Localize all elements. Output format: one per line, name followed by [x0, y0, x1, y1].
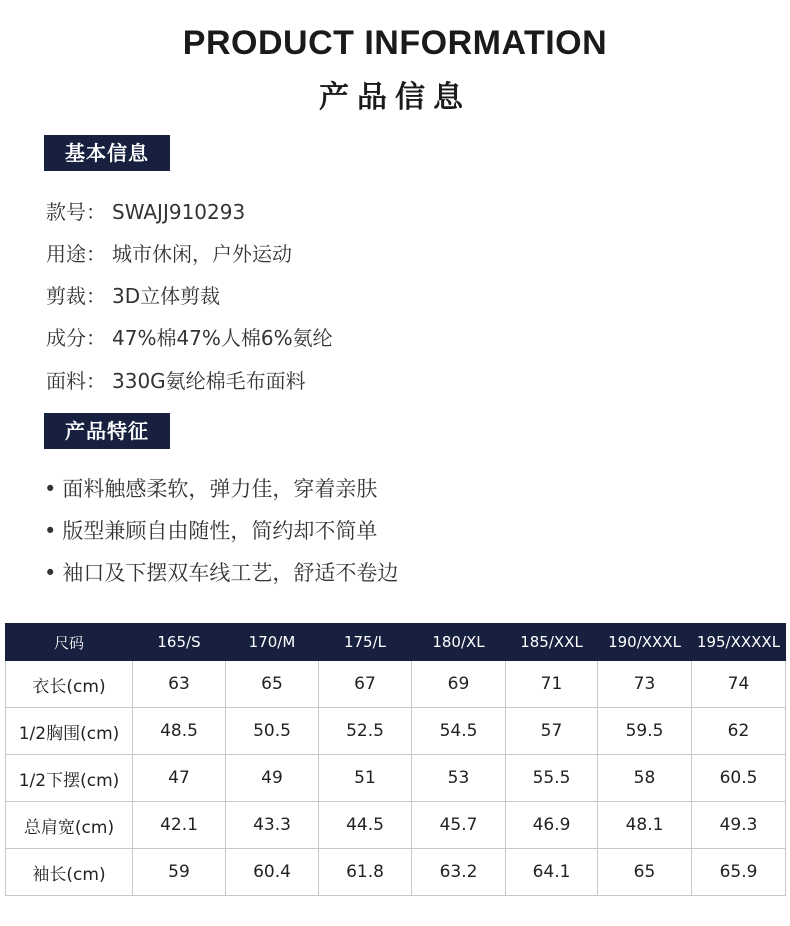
table-cell: 57 [506, 708, 598, 755]
info-row-cut [46, 280, 220, 309]
bullet-icon: • [44, 477, 57, 501]
info-value: 3D立体剪裁 [112, 284, 221, 308]
table-cell: 55.5 [506, 755, 598, 802]
info-value: 城市休闲，户外运动 [112, 242, 292, 266]
feature-text: 面料触感柔软，弹力佳，穿着亲肤 [62, 477, 378, 501]
info-value: 330G氨纶棉毛布面料 [112, 369, 306, 393]
header-165-s: 165/S [133, 624, 226, 661]
table-cell: 71 [506, 661, 598, 708]
table-cell: 64.1 [506, 849, 598, 896]
table-cell: 65 [598, 849, 692, 896]
table-cell: 50.5 [226, 708, 319, 755]
header-size: 尺码 [6, 624, 133, 661]
bullet-icon: • [44, 519, 57, 543]
feature-item [44, 473, 377, 503]
table-cell: 54.5 [412, 708, 506, 755]
table-cell: 63.2 [412, 849, 506, 896]
header-175-l: 175/L [319, 624, 412, 661]
info-row-style-number [46, 196, 245, 225]
table-cell: 47 [133, 755, 226, 802]
table-row [6, 661, 786, 708]
table-cell: 43.3 [226, 802, 319, 849]
row-label: 衣长(cm) [6, 661, 133, 708]
header-185-xxl: 185/XXL [506, 624, 598, 661]
info-row-fabric [46, 365, 306, 394]
info-value: SWAJJ910293 [112, 200, 246, 224]
table-cell: 46.9 [506, 802, 598, 849]
table-cell: 65.9 [692, 849, 786, 896]
feature-item [44, 515, 377, 545]
info-row-usage [46, 238, 292, 267]
header-170-m: 170/M [226, 624, 319, 661]
row-label: 1/2下摆(cm) [6, 755, 133, 802]
feature-text: 袖口及下摆双车线工艺，舒适不卷边 [62, 561, 399, 585]
row-label: 1/2胸围(cm) [6, 708, 133, 755]
info-label: 成分： [46, 326, 106, 350]
size-table [5, 623, 786, 896]
header-195-xxxxl: 195/XXXXL [692, 624, 786, 661]
table-cell: 44.5 [319, 802, 412, 849]
table-cell: 45.7 [412, 802, 506, 849]
table-row [6, 802, 786, 849]
features-heading: 产品特征 [44, 413, 170, 449]
table-row [6, 708, 786, 755]
size-table-header-row [6, 624, 786, 661]
info-label: 面料： [46, 369, 106, 393]
table-cell: 49 [226, 755, 319, 802]
header-190-xxxl: 190/XXXL [598, 624, 692, 661]
table-cell: 52.5 [319, 708, 412, 755]
table-cell: 59.5 [598, 708, 692, 755]
page-title-cn: 产品信息 [319, 80, 471, 115]
table-cell: 48.5 [133, 708, 226, 755]
info-label: 剪裁： [46, 284, 106, 308]
feature-text: 版型兼顾自由随性，简约却不简单 [62, 519, 378, 543]
table-cell: 49.3 [692, 802, 786, 849]
info-value: 47%棉47%人棉6%氨纶 [112, 326, 333, 350]
table-row [6, 849, 786, 896]
table-cell: 60.5 [692, 755, 786, 802]
table-cell: 60.4 [226, 849, 319, 896]
info-label: 款号： [46, 200, 106, 224]
table-cell: 62 [692, 708, 786, 755]
table-cell: 42.1 [133, 802, 226, 849]
feature-item [44, 557, 398, 587]
table-cell: 59 [133, 849, 226, 896]
table-cell: 51 [319, 755, 412, 802]
page-title-en: PRODUCT INFORMATION [182, 24, 608, 62]
table-row [6, 755, 786, 802]
table-cell: 53 [412, 755, 506, 802]
table-cell: 58 [598, 755, 692, 802]
table-cell: 48.1 [598, 802, 692, 849]
table-cell: 69 [412, 661, 506, 708]
bullet-icon: • [44, 561, 57, 585]
table-cell: 74 [692, 661, 786, 708]
info-label: 用途： [46, 242, 106, 266]
info-row-composition [46, 322, 333, 351]
row-label: 袖长(cm) [6, 849, 133, 896]
table-cell: 63 [133, 661, 226, 708]
header-180-xl: 180/XL [412, 624, 506, 661]
basic-info-heading: 基本信息 [44, 135, 170, 171]
table-cell: 61.8 [319, 849, 412, 896]
row-label: 总肩宽(cm) [6, 802, 133, 849]
table-cell: 73 [598, 661, 692, 708]
table-cell: 67 [319, 661, 412, 708]
table-cell: 65 [226, 661, 319, 708]
